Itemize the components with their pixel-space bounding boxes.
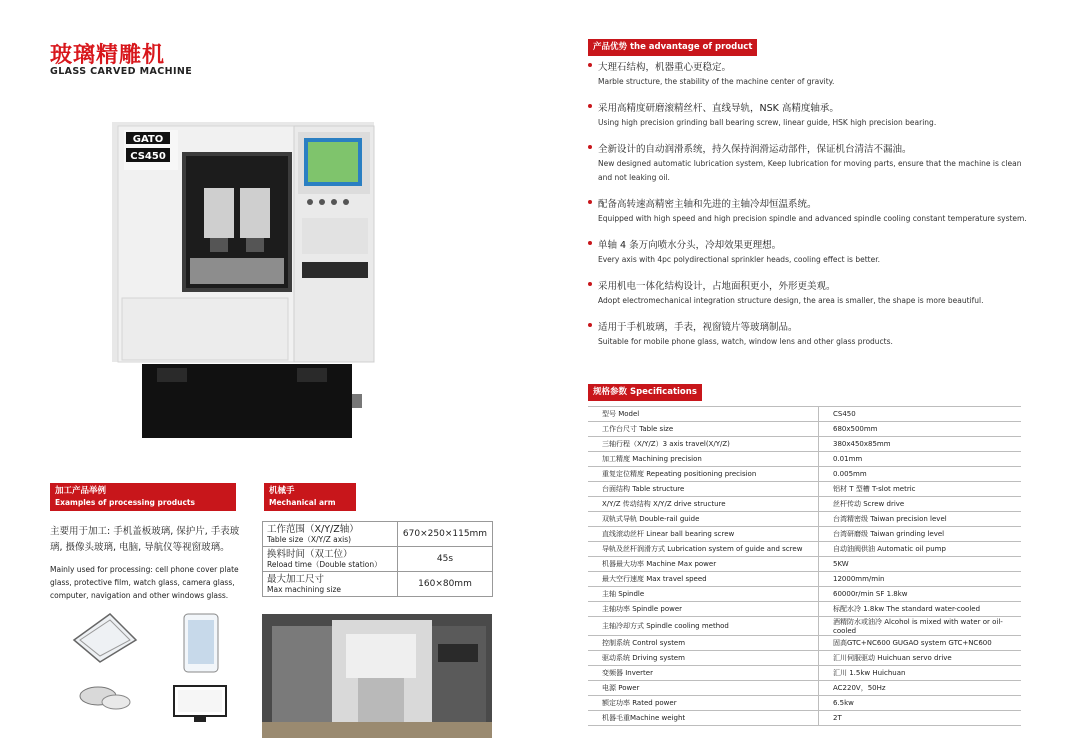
spec-value: 12000mm/min bbox=[819, 572, 1022, 587]
spec-row bbox=[588, 711, 1021, 726]
spec-value: 丝杆传动 Screw drive bbox=[819, 497, 1022, 512]
arm-value: 160×80mm bbox=[398, 572, 493, 597]
spec-value: 台湾精密级 Taiwan precision level bbox=[819, 512, 1022, 527]
advantage-cn: 适用于手机玻璃，手表，视窗镜片等玻璃制品。 bbox=[598, 322, 798, 333]
spec-value: 380x450x85mm bbox=[819, 437, 1022, 452]
specs-tag: 规格参数 Specifications bbox=[588, 384, 702, 401]
advantage-cn: 全新设计的自动润滑系统，持久保持润滑运动部件，保证机台清洁不漏油。 bbox=[598, 144, 912, 155]
arm-label bbox=[263, 522, 398, 547]
arm-tag bbox=[264, 483, 356, 511]
advantage-cn: 配备高转速高精密主轴和先进的主轴冷却恒温系统。 bbox=[598, 199, 817, 210]
spec-row bbox=[588, 467, 1021, 482]
arm-row bbox=[263, 522, 493, 547]
spec-row bbox=[588, 557, 1021, 572]
spec-row bbox=[588, 422, 1021, 437]
advantage-cn: 单轴 4 条万向喷水分头，冷却效果更理想。 bbox=[598, 240, 782, 251]
spec-row bbox=[588, 617, 1021, 636]
spec-value: 5KW bbox=[819, 557, 1022, 572]
spec-value: 0.005mm bbox=[819, 467, 1022, 482]
spec-value: 0.01mm bbox=[819, 452, 1022, 467]
processing-tag-cn: 加工产品举例 bbox=[55, 486, 107, 496]
spec-row bbox=[588, 651, 1021, 666]
spec-label: 驱动系统 Driving system bbox=[588, 651, 819, 666]
spec-row bbox=[588, 696, 1021, 711]
spec-row bbox=[588, 512, 1021, 527]
arm-label bbox=[263, 547, 398, 572]
arm-label bbox=[263, 572, 398, 597]
spec-value: 2T bbox=[819, 711, 1022, 726]
spec-label: 额定功率 Rated power bbox=[588, 696, 819, 711]
arm-value: 670×250×115mm bbox=[398, 522, 493, 547]
processing-tag-en: Examples of processing products bbox=[55, 498, 195, 507]
spec-label: 电源 Power bbox=[588, 681, 819, 696]
spec-value: AC220V，50Hz bbox=[819, 681, 1022, 696]
advantage-en: Adopt electromechanical integration structure design, the area is smaller, the shape is more beautiful. bbox=[598, 296, 984, 305]
spec-label: 最大空行速度 Max travel speed bbox=[588, 572, 819, 587]
spec-value: CS450 bbox=[819, 407, 1022, 422]
spec-label: 主轴 Spindle bbox=[588, 587, 819, 602]
arm-label-en: Reload time（Double station） bbox=[267, 559, 382, 569]
advantage-en: Marble structure, the stability of the machine center of gravity. bbox=[598, 77, 835, 86]
arm-value: 45s bbox=[398, 547, 493, 572]
spec-value: 汇川伺服驱动 Huichuan servo drive bbox=[819, 651, 1022, 666]
processing-text-cn: 主要用于加工: 手机盖板玻璃, 保护片, 手表玻璃, 摄像头玻璃, 电脑, 导航仪等视窗玻璃。 bbox=[50, 526, 240, 553]
spec-value: 标配水冷 1.8kw The standard water-cooled bbox=[819, 602, 1022, 617]
spec-label: 主轴功率 Spindle power bbox=[588, 602, 819, 617]
advantage-tag: 产品优势 the advantage of product bbox=[588, 39, 757, 56]
spec-label: 重复定位精度 Repeating positioning precision bbox=[588, 467, 819, 482]
bullet-icon bbox=[588, 145, 592, 149]
advantage-item bbox=[588, 197, 1028, 226]
spec-label: 工作台尺寸 Table size bbox=[588, 422, 819, 437]
spec-row bbox=[588, 636, 1021, 651]
arm-table bbox=[262, 521, 493, 597]
processing-text-en: Mainly used for processing: cell phone cover plate glass, protective film, watch glass, camera glass, computer, navigation and other windows glass. bbox=[50, 565, 239, 600]
spec-row bbox=[588, 497, 1021, 512]
advantage-item bbox=[588, 60, 1028, 89]
spec-value: 6.5kw bbox=[819, 696, 1022, 711]
advantage-en: Equipped with high speed and high precision spindle and advanced spindle cooling constant temperature system. bbox=[598, 214, 1027, 223]
bullet-icon bbox=[588, 63, 592, 67]
advantage-en: New designed automatic lubrication system, Keep lubrication for moving parts, ensure that the machine is clean and not leaking oil. bbox=[598, 159, 1022, 182]
spec-row bbox=[588, 602, 1021, 617]
processing-tag bbox=[50, 483, 236, 511]
spec-label: 直线滚动丝杆 Linear ball bearing screw bbox=[588, 527, 819, 542]
spec-row bbox=[588, 452, 1021, 467]
spec-label: 机器毛重Machine weight bbox=[588, 711, 819, 726]
bullet-icon bbox=[588, 104, 592, 108]
advantage-item bbox=[588, 101, 1028, 130]
advantage-item bbox=[588, 279, 1028, 308]
advantage-list bbox=[588, 60, 1028, 361]
spec-value: 台湾研磨级 Taiwan grinding level bbox=[819, 527, 1022, 542]
advantage-cn: 采用高精度研磨滚精丝杆、直线导轨，NSK 高精度轴承。 bbox=[598, 103, 839, 114]
advantage-cn: 采用机电一体化结构设计，占地面积更小，外形更美观。 bbox=[598, 281, 836, 292]
spec-value: 铝材 T 型槽 T-slot metric bbox=[819, 482, 1022, 497]
bullet-icon bbox=[588, 282, 592, 286]
spec-row bbox=[588, 482, 1021, 497]
advantage-item bbox=[588, 142, 1028, 185]
spec-label: 型号 Model bbox=[588, 407, 819, 422]
advantage-en: Using high precision grinding ball bearing screw, linear guide, HSK high precision bearing. bbox=[598, 118, 937, 127]
spec-label: 主轴冷却方式 Spindle cooling method bbox=[588, 617, 819, 636]
spec-value: 固高GTC+NC600 GUGAO system GTC+NC600 bbox=[819, 636, 1022, 651]
arm-label-cn: 工作范围（X/Y/Z轴） bbox=[267, 523, 359, 535]
specs-table bbox=[588, 406, 1021, 726]
spec-label: 机器最大功率 Machine Max power bbox=[588, 557, 819, 572]
spec-label: 导轨及丝杆润滑方式 Lubrication system of guide and screw bbox=[588, 542, 819, 557]
bullet-icon bbox=[588, 241, 592, 245]
advantage-en: Every axis with 4pc polydirectional sprinkler heads, cooling effect is better. bbox=[598, 255, 880, 264]
machine-image bbox=[112, 118, 382, 440]
arm-tag-en: Mechanical arm bbox=[269, 498, 336, 507]
bullet-icon bbox=[588, 323, 592, 327]
arm-row bbox=[263, 572, 493, 597]
page-title: 玻璃精雕机 bbox=[50, 43, 166, 68]
machine-model: CS450 bbox=[130, 151, 166, 162]
spec-label: 变频器 Inverter bbox=[588, 666, 819, 681]
spec-row bbox=[588, 527, 1021, 542]
machine-brand: GATO bbox=[132, 134, 164, 145]
advantage-item bbox=[588, 320, 1028, 349]
arm-tag-cn: 机械手 bbox=[269, 486, 295, 496]
advantage-cn: 大理石结构，机器重心更稳定。 bbox=[598, 62, 732, 73]
spec-label: 台面结构 Table structure bbox=[588, 482, 819, 497]
advantage-en: Suitable for mobile phone glass, watch, window lens and other glass products. bbox=[598, 337, 893, 346]
spec-value: 汇川 1.5kw Huichuan bbox=[819, 666, 1022, 681]
spec-label: 三轴行程（X/Y/Z）3 axis travel(X/Y/Z) bbox=[588, 437, 819, 452]
arm-row bbox=[263, 547, 493, 572]
spec-row bbox=[588, 587, 1021, 602]
spec-row bbox=[588, 542, 1021, 557]
arm-label-en: Max machining size bbox=[267, 584, 342, 594]
spec-label: X/Y/Z 传动结构 X/Y/Z drive structure bbox=[588, 497, 819, 512]
spec-row bbox=[588, 681, 1021, 696]
bullet-icon bbox=[588, 200, 592, 204]
spec-row bbox=[588, 572, 1021, 587]
spec-label: 加工精度 Machining precision bbox=[588, 452, 819, 467]
spec-label: 双轨式导轨 Double-rail guide bbox=[588, 512, 819, 527]
arm-label-en: Table size（X/Y/Z axis) bbox=[267, 534, 352, 544]
spec-row bbox=[588, 666, 1021, 681]
spec-row bbox=[588, 437, 1021, 452]
arm-label-cn: 最大加工尺寸 bbox=[267, 573, 325, 585]
product-examples-image bbox=[70, 610, 242, 728]
arm-label-cn: 换料时间（双工位） bbox=[267, 548, 353, 560]
spec-value: 680x500mm bbox=[819, 422, 1022, 437]
spec-value: 60000r/min SF 1.8kw bbox=[819, 587, 1022, 602]
page-subtitle: GLASS CARVED MACHINE bbox=[50, 66, 193, 77]
spec-value: 自动油阀供油 Automatic oil pump bbox=[819, 542, 1022, 557]
mechanical-arm-image bbox=[262, 614, 492, 738]
spec-label: 控制系统 Control system bbox=[588, 636, 819, 651]
spec-row bbox=[588, 407, 1021, 422]
advantage-item bbox=[588, 238, 1028, 267]
spec-value: 酒精防水或油冷 Alcohol is mixed with water or oil-cooled bbox=[819, 617, 1022, 636]
